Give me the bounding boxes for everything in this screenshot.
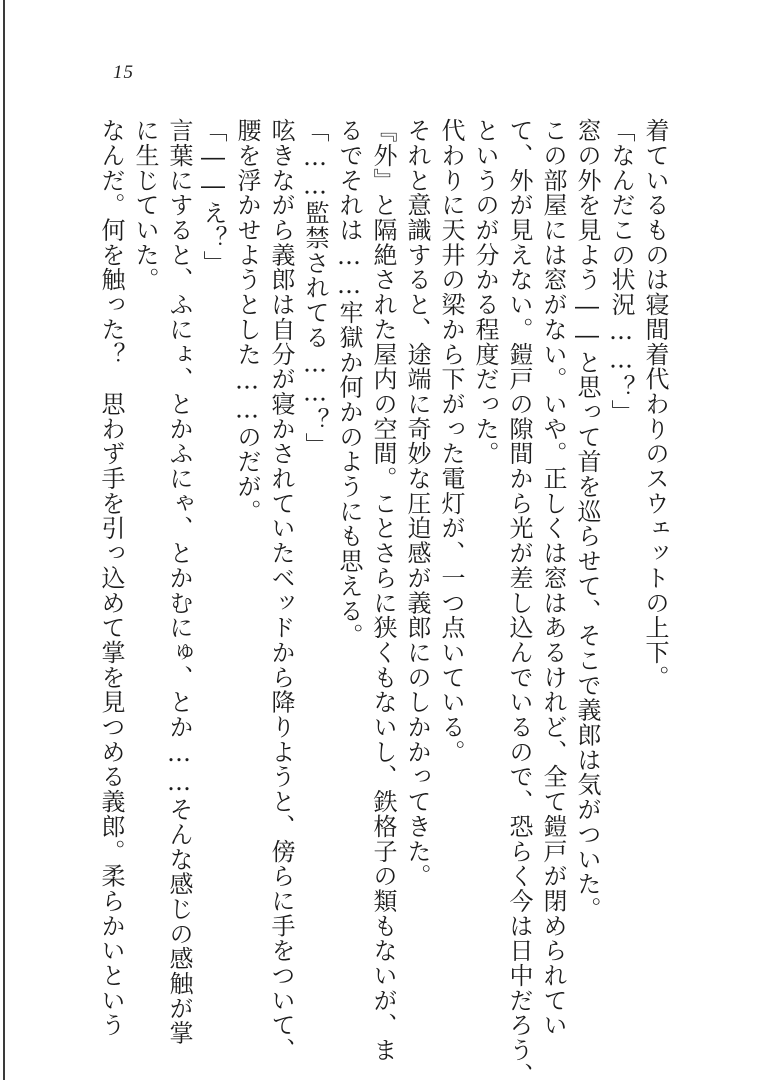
text-line-7: 代わりに天井の梁から下がった電灯が、一つ点いている。 bbox=[437, 118, 465, 765]
text-line-13: 腰を浮かせようとした……のだが。 bbox=[233, 118, 261, 524]
text-line-6: というのが分かる程度だった。 bbox=[471, 118, 499, 466]
text-line-5: て、外が見えない。鎧戸の隙間から光が差し込んでいるので、恐らく今は日中だろう、 bbox=[505, 118, 533, 1087]
text-line-4: この部屋には窓がない。いや。正しくは窓はあるけれど、全て鎧戸が閉められてい bbox=[539, 118, 567, 1038]
text-line-9: 『外』と隔絶された屋内の空間。ことさらに狭くもないし、鉄格子の類もないが、ま bbox=[369, 118, 397, 1063]
text-line-1: 着ているものは寝間着代わりのスウェットの上下。 bbox=[641, 118, 669, 690]
text-line-16: に生じていた。 bbox=[131, 118, 159, 292]
text-line-8: それと意識すると、途端に奇妙な圧迫感が義郎にのしかかってきた。 bbox=[403, 118, 431, 889]
vertical-text-body bbox=[0, 118, 757, 1087]
text-line-10: るでそれは……牢獄か何かのようにも思える。 bbox=[335, 118, 363, 648]
text-line-11: 「……監禁されてる……？」 bbox=[301, 118, 329, 458]
text-line-12: 呟きながら義郎は自分が寝かされていたベッドから降りようと、傍らに手をついて、 bbox=[267, 118, 295, 1063]
text-line-17: なんだ。何を触った？ 思わず手を引っ込めて掌を見つめる義郎。柔らかいという bbox=[97, 118, 125, 1038]
text-line-14: 「――え？」 bbox=[199, 118, 227, 276]
text-line-15: 言葉にすると、ふにょ、とかふにゃ、とかむにゅ、とか……そんな感じの感触が掌 bbox=[165, 118, 193, 1046]
text-line-3: 窓の外を見よう――と思って首を巡らせて、そこで義郎は気がついた。 bbox=[573, 118, 601, 922]
text-line-2: 「なんだこの状況……？」 bbox=[607, 118, 635, 425]
page-number: 15 bbox=[113, 62, 134, 83]
